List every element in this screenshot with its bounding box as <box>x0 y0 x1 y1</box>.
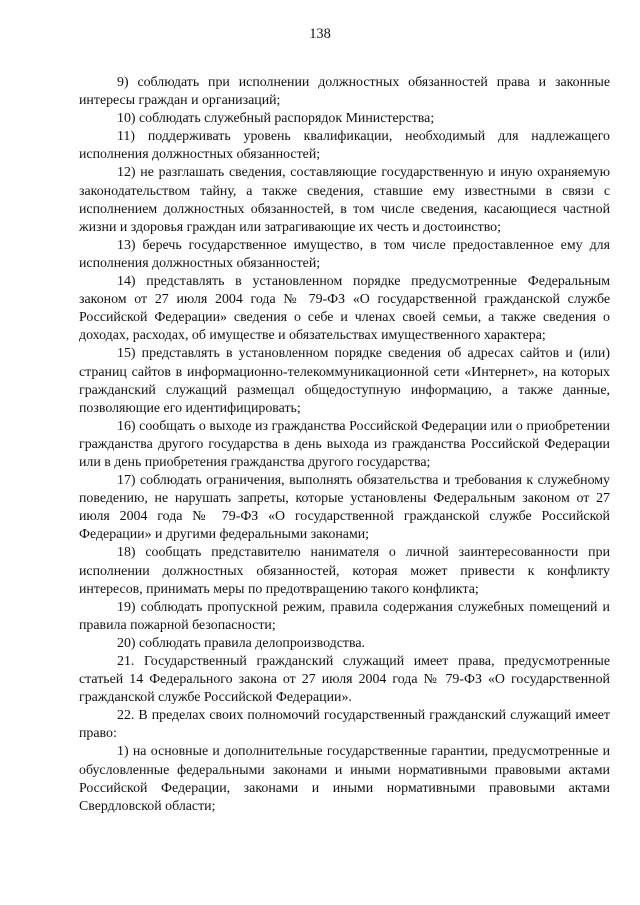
paragraph-item-20: 20) соблюдать правила делопроизводства. <box>117 635 365 651</box>
paragraph-item-17: 17) соблюдать ограничения, выполнять обязательства и требования к служебному поведению, не нарушать запреты, которые установлены Федеральным законом от 27 июля 2004 года № 79-ФЗ «О государственной гражданской службе Российской Федерации» и другими федеральными законами; <box>79 473 610 543</box>
paragraph-item-10: 10) соблюдать служебный распорядок Министерства; <box>117 111 435 127</box>
paragraph-section-22: 22. В пределах своих полномочий государственный гражданский служащий имеет право: <box>79 708 610 742</box>
paragraph-subitem-1: 1) на основные и дополнительные государственные гарантии, предусмотренные и обусловленные федеральными законами и иными нормативными правовыми актами Российской Федерации, законами и иными нормативными правовыми актами Свердловской области; <box>79 744 610 814</box>
paragraph-item-15: 15) представлять в установленном порядке сведения об адресах сайтов и (или) страниц сайтов в информационно-телекоммуникационной сети «Интернет», на которых гражданский служащий размещал общедоступную информацию, а также данные, позволяющие его идентифицировать; <box>79 346 610 416</box>
paragraph-item-12: 12) не разглашать сведения, составляющие государственную и иную охраняемую законодательством тайну, а также сведения, ставшие ему известными в связи с исполнением должностных обязанностей, в том числе сведения, касающиеся частной жизни и здоровья граждан или затрагивающие их честь и достоинство; <box>79 165 610 235</box>
paragraph-item-14: 14) представлять в установленном порядке предусмотренные Федеральным законом от 27 июля 2004 года № 79-ФЗ «О государственной гражданской службе Российской Федерации» сведения о себе и членах своей семьи, а также сведения о доходах, расходах, об имуществе и обязательствах имущественного характера; <box>79 274 610 344</box>
page-number: 138 <box>309 26 331 42</box>
document-body <box>79 74 610 816</box>
paragraph-section-21: 21. Государственный гражданский служащий имеет права, предусмотренные статьей 14 Федерального закона от 27 июля 2004 года № 79-ФЗ «О государственной гражданской службе Российской Федерации». <box>79 654 610 706</box>
paragraph-item-19: 19) соблюдать пропускной режим, правила содержания служебных помещений и правила пожарной безопасности; <box>79 599 610 633</box>
paragraph-item-18: 18) сообщать представителю нанимателя о личной заинтересованности при исполнении должностных обязанностей, которая может привести к конфликту интересов, принимать меры по предотвращению такого конфликта; <box>79 545 610 597</box>
paragraph-item-9: 9) соблюдать при исполнении должностных обязанностей права и законные интересы граждан и организаций; <box>79 75 610 109</box>
paragraph-item-13: 13) беречь государственное имущество, в том числе предоставленное ему для исполнения должностных обязанностей; <box>79 237 610 271</box>
paragraph-item-16: 16) сообщать о выходе из гражданства Российской Федерации или о приобретении гражданства другого государства в день выхода из гражданства Российской Федерации или в день приобретения гражданства другого государства; <box>79 418 610 470</box>
paragraph-item-11: 11) поддерживать уровень квалификации, необходимый для надлежащего исполнения должностных обязанностей; <box>79 129 610 163</box>
